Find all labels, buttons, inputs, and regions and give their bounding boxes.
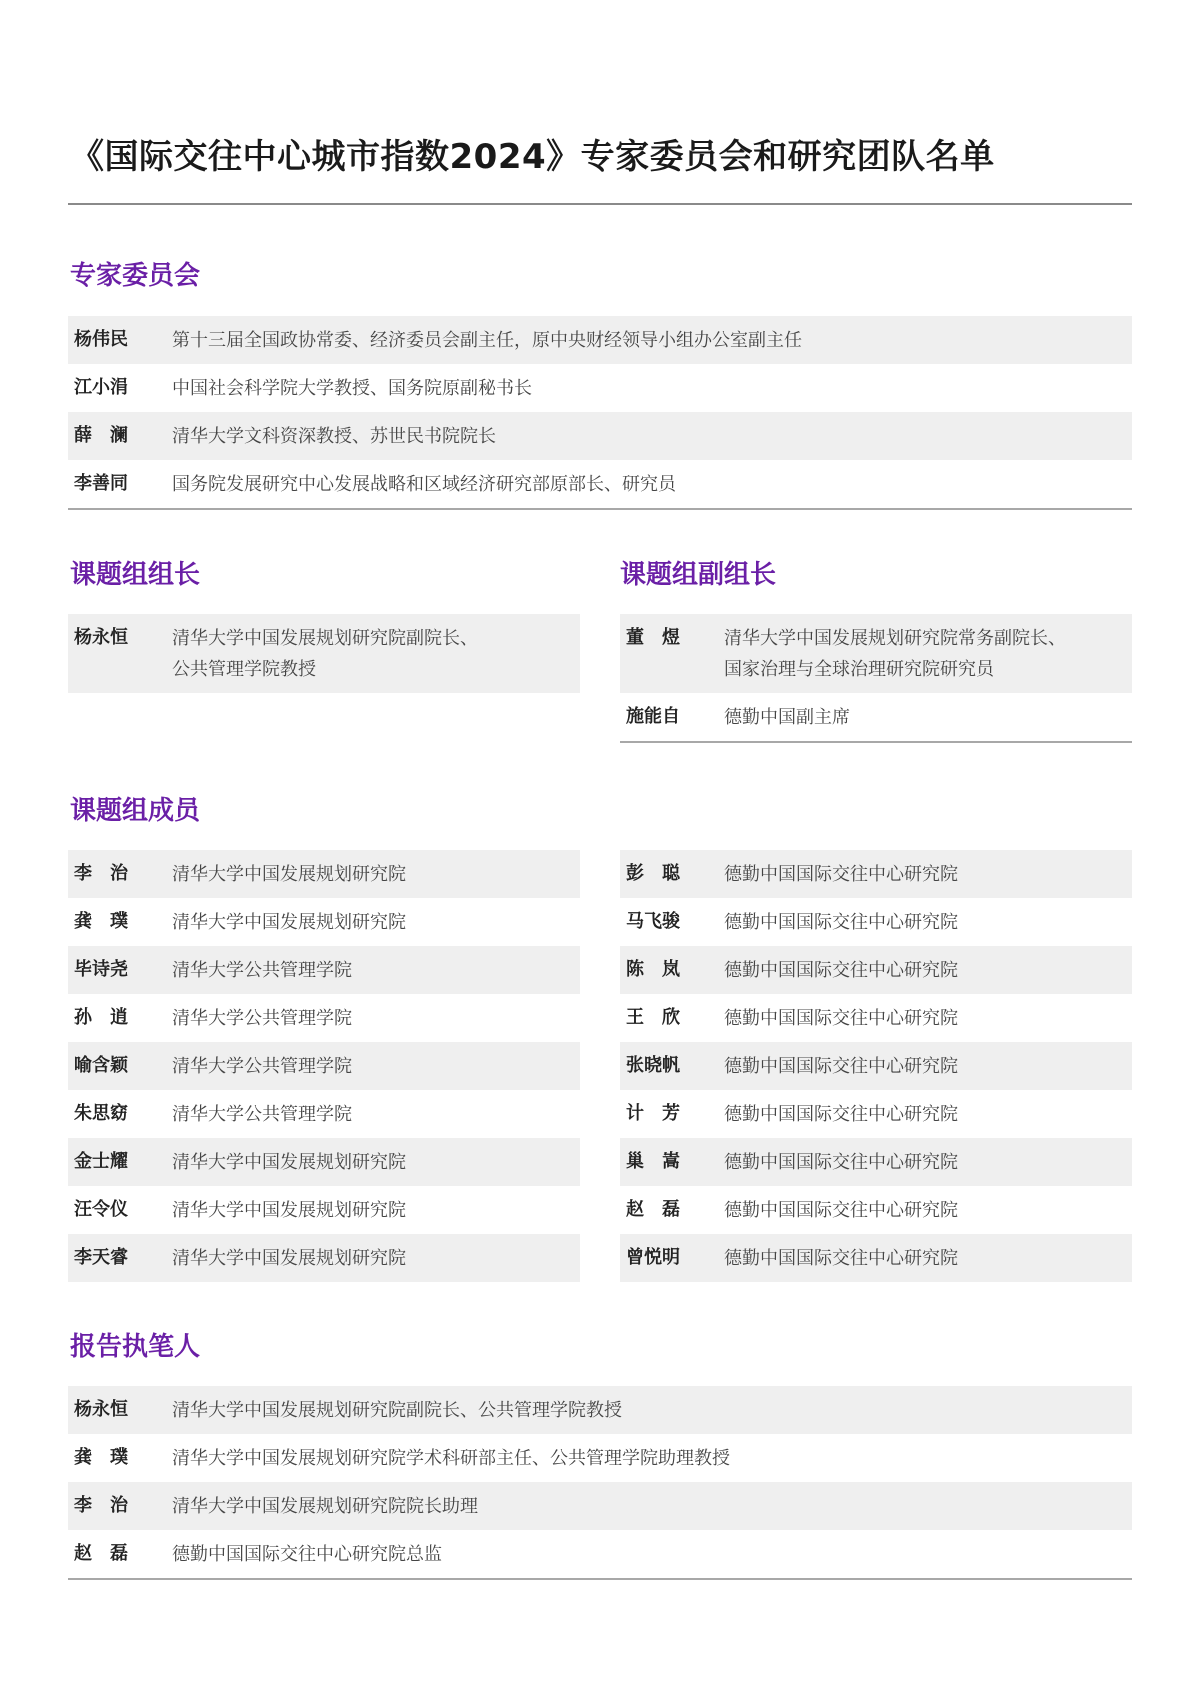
member-name: 巢 嵩 <box>626 1151 680 1172</box>
member-name: 赵 磊 <box>626 1199 680 1220</box>
member-name: 杨伟民 <box>74 329 128 350</box>
member-name: 龚 璞 <box>74 1447 128 1468</box>
table-row <box>68 1186 580 1234</box>
table-row <box>620 946 1132 994</box>
table-row <box>620 898 1132 946</box>
member-name: 杨永恒 <box>74 1399 128 1420</box>
page-title: 《国际交往中心城市指数2024》专家委员会和研究团队名单 <box>70 137 995 177</box>
team-leader-table <box>68 614 580 693</box>
member-name: 施能自 <box>626 706 680 727</box>
table-row <box>68 898 580 946</box>
table-row <box>68 1090 580 1138</box>
table-row <box>68 460 1132 508</box>
table-row <box>620 1042 1132 1090</box>
table-row <box>68 946 580 994</box>
member-name: 王 欣 <box>626 1007 680 1028</box>
member-title: 清华大学公共管理学院 <box>172 1056 352 1077</box>
table-row <box>620 1234 1132 1282</box>
table-row <box>620 614 1132 693</box>
member-name: 毕诗尧 <box>74 959 128 980</box>
member-title: 德勤中国国际交往中心研究院 <box>724 1104 958 1125</box>
member-title: 清华大学中国发展规划研究院院长助理 <box>172 1496 478 1517</box>
member-title: 国务院发展研究中心发展战略和区域经济研究部原部长、研究员 <box>172 474 676 495</box>
member-title: 中国社会科学院大学教授、国务院原副秘书长 <box>172 378 532 399</box>
expert-committee-table <box>68 316 1132 510</box>
member-title-line: 国家治理与全球治理研究院研究员 <box>724 659 994 680</box>
table-row <box>68 1530 1132 1578</box>
table-row <box>68 1234 580 1282</box>
member-title-line: 清华大学中国发展规划研究院副院长、 <box>172 628 478 649</box>
member-title <box>172 623 580 685</box>
member-title: 清华大学中国发展规划研究院副院长、公共管理学院教授 <box>172 1400 622 1421</box>
table-row <box>68 994 580 1042</box>
member-title: 德勤中国国际交往中心研究院 <box>724 912 958 933</box>
member-title: 清华大学中国发展规划研究院学术科研部主任、公共管理学院助理教授 <box>172 1448 730 1469</box>
member-title: 德勤中国国际交往中心研究院 <box>724 960 958 981</box>
team-members-heading: 课题组成员 <box>70 796 201 826</box>
table-row <box>620 994 1132 1042</box>
member-title: 清华大学公共管理学院 <box>172 960 352 981</box>
member-title: 清华大学中国发展规划研究院 <box>172 1200 406 1221</box>
team-leader-heading: 课题组组长 <box>70 560 201 590</box>
member-title: 德勤中国国际交往中心研究院总监 <box>172 1544 442 1565</box>
member-name: 赵 磊 <box>74 1543 128 1564</box>
table-row <box>68 1386 1132 1434</box>
table-row <box>68 1434 1132 1482</box>
table-row <box>68 614 580 693</box>
member-title: 清华大学中国发展规划研究院 <box>172 912 406 933</box>
member-name: 朱思窈 <box>74 1103 128 1124</box>
member-title: 清华大学中国发展规划研究院 <box>172 1248 406 1269</box>
table-row <box>68 1482 1132 1530</box>
member-title-line: 公共管理学院教授 <box>172 659 316 680</box>
member-name: 李 治 <box>74 1495 128 1516</box>
member-name: 计 芳 <box>626 1103 680 1124</box>
report-writers-table <box>68 1386 1132 1580</box>
member-title-line: 清华大学中国发展规划研究院常务副院长、 <box>724 628 1066 649</box>
member-name: 龚 璞 <box>74 911 128 932</box>
title-divider <box>68 203 1132 205</box>
table-row <box>68 1138 580 1186</box>
member-title: 清华大学公共管理学院 <box>172 1104 352 1125</box>
member-name: 董 煜 <box>626 627 680 648</box>
member-name: 江小涓 <box>74 377 128 398</box>
member-name: 李天睿 <box>74 1247 128 1268</box>
member-name: 李 治 <box>74 863 128 884</box>
member-title: 德勤中国国际交往中心研究院 <box>724 1248 958 1269</box>
deputy-leaders-heading: 课题组副组长 <box>620 560 777 590</box>
table-row <box>68 850 580 898</box>
member-name: 彭 聪 <box>626 863 680 884</box>
expert-committee-heading: 专家委员会 <box>70 261 201 291</box>
member-title: 德勤中国副主席 <box>724 707 850 728</box>
member-name: 汪令仪 <box>74 1199 128 1220</box>
member-name: 张晓帆 <box>626 1055 680 1076</box>
member-name: 李善同 <box>74 473 128 494</box>
member-name: 喻含颖 <box>74 1055 128 1076</box>
table-divider <box>68 508 1132 510</box>
team-members-right-table <box>620 850 1132 1282</box>
table-row <box>68 364 1132 412</box>
member-title: 德勤中国国际交往中心研究院 <box>724 1152 958 1173</box>
table-row <box>620 1138 1132 1186</box>
member-title: 德勤中国国际交往中心研究院 <box>724 1056 958 1077</box>
member-name: 金士耀 <box>74 1151 128 1172</box>
member-title: 清华大学中国发展规划研究院 <box>172 864 406 885</box>
member-name: 陈 岚 <box>626 959 680 980</box>
table-row <box>68 412 1132 460</box>
table-row <box>620 693 1132 741</box>
member-title: 清华大学文科资深教授、苏世民书院院长 <box>172 426 496 447</box>
table-row <box>68 316 1132 364</box>
table-row <box>68 1042 580 1090</box>
member-title: 第十三届全国政协常委、经济委员会副主任，原中央财经领导小组办公室副主任 <box>172 330 802 351</box>
table-row <box>620 850 1132 898</box>
member-name: 孙 逍 <box>74 1007 128 1028</box>
member-name: 杨永恒 <box>74 627 128 648</box>
member-title <box>724 623 1132 685</box>
team-members-left-table <box>68 850 580 1282</box>
member-name: 曾悦明 <box>626 1247 680 1268</box>
deputy-leaders-table <box>620 614 1132 743</box>
member-title: 清华大学中国发展规划研究院 <box>172 1152 406 1173</box>
table-divider <box>620 741 1132 743</box>
report-writers-heading: 报告执笔人 <box>70 1332 201 1362</box>
member-name: 薛 澜 <box>74 425 128 446</box>
table-row <box>620 1186 1132 1234</box>
member-title: 清华大学公共管理学院 <box>172 1008 352 1029</box>
member-name: 马飞骏 <box>626 911 680 932</box>
member-title: 德勤中国国际交往中心研究院 <box>724 1008 958 1029</box>
table-divider <box>68 1578 1132 1580</box>
member-title: 德勤中国国际交往中心研究院 <box>724 864 958 885</box>
member-title: 德勤中国国际交往中心研究院 <box>724 1200 958 1221</box>
table-row <box>620 1090 1132 1138</box>
